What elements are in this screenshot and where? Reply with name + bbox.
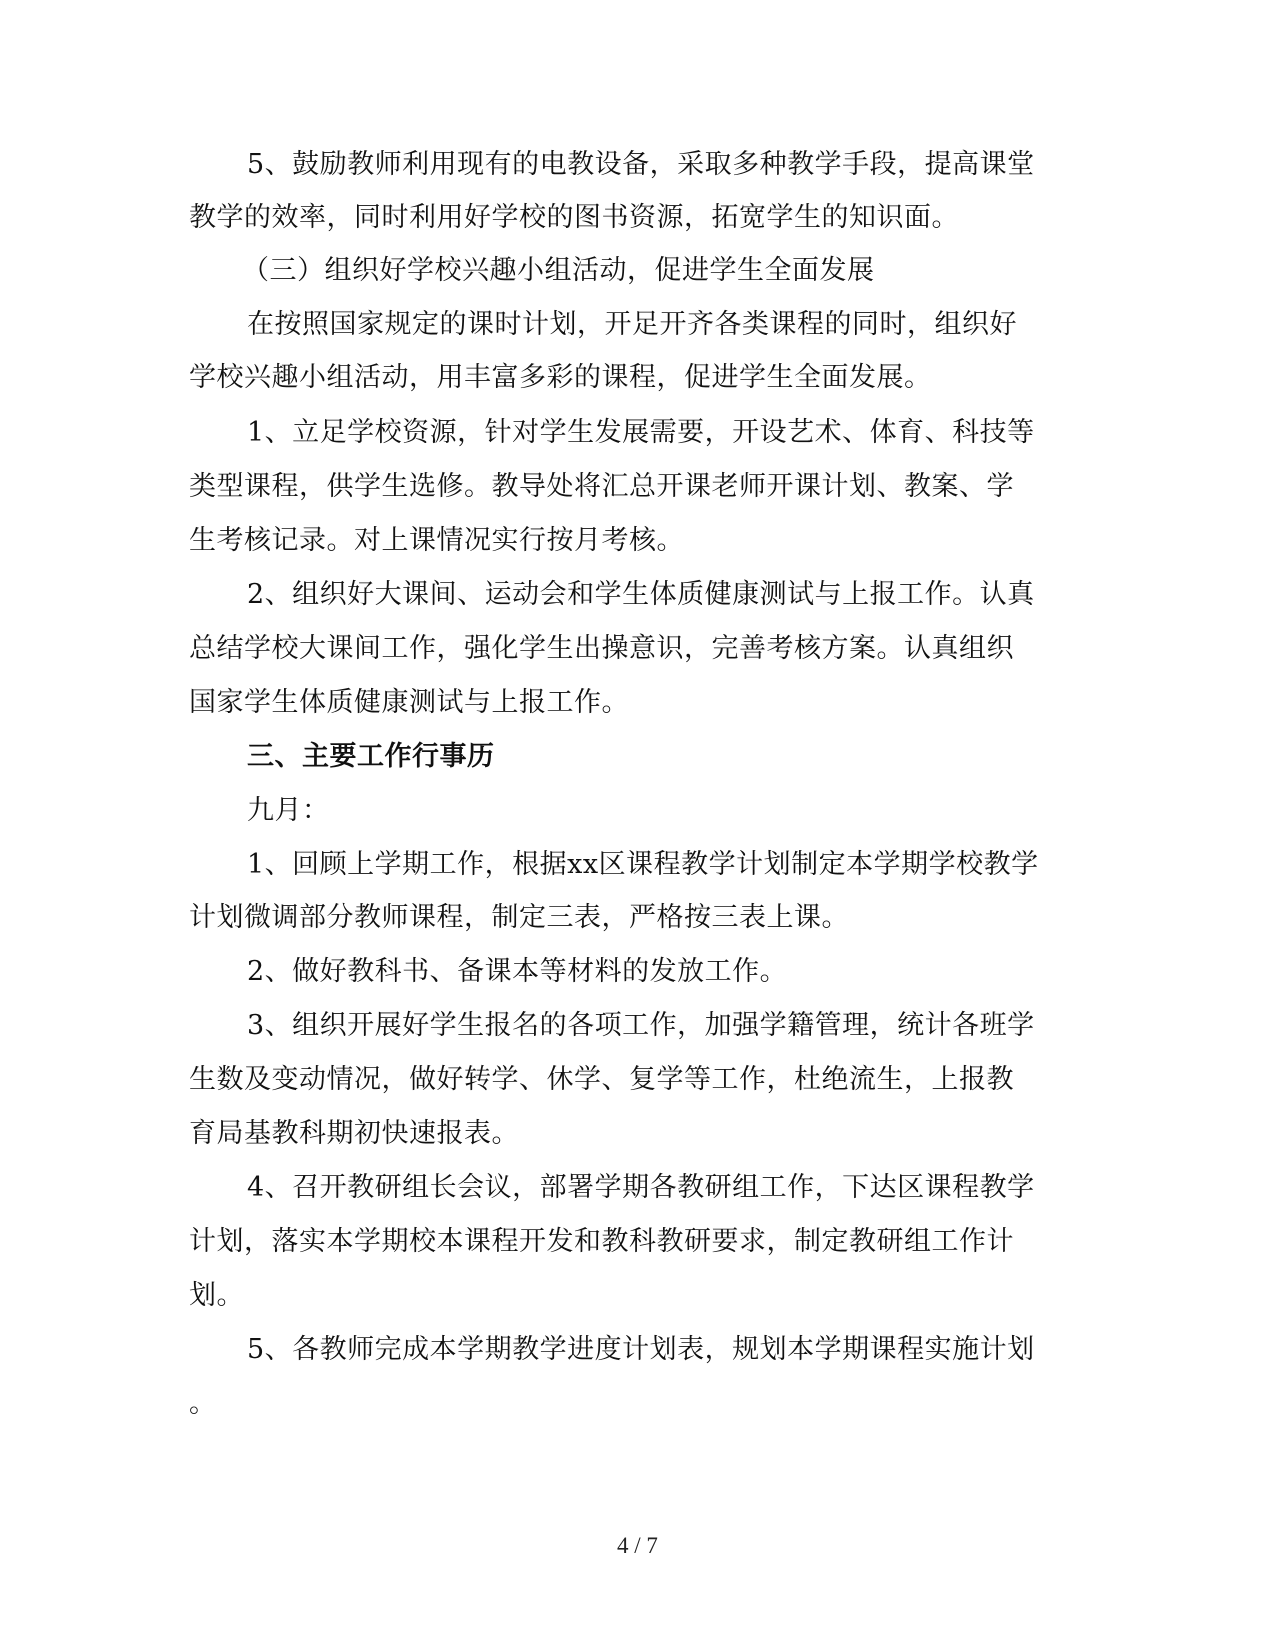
paragraph-line: 育局基教科期初快速报表。	[189, 1118, 519, 1149]
paragraph-line: 2、做好教科书、备课本等材料的发放工作。	[247, 956, 788, 987]
paragraph-line: 教学的效率，同时利用好学校的图书资源，拓宽学生的知识面。	[189, 202, 959, 233]
paragraph-line: 生数及变动情况，做好转学、休学、复学等工作，杜绝流生，上报教	[189, 1064, 1014, 1095]
paragraph-line: 。	[189, 1388, 217, 1419]
paragraph-line: 学校兴趣小组活动，用丰富多彩的课程，促进学生全面发展。	[189, 362, 932, 393]
paragraph-line: 5、鼓励教师利用现有的电教设备，采取多种教学手段，提高课堂	[247, 149, 1035, 180]
paragraph-line: 划。	[189, 1280, 244, 1311]
paragraph-line: 4、召开教研组长会议，部署学期各教研组工作，下达区课程教学	[247, 1172, 1035, 1203]
paragraph-line: 5、各教师完成本学期教学进度计划表，规划本学期课程实施计划	[247, 1334, 1035, 1365]
paragraph-line: 2、组织好大课间、运动会和学生体质健康测试与上报工作。认真	[247, 579, 1035, 610]
subsection-heading: （三）组织好学校兴趣小组活动，促进学生全面发展	[242, 255, 875, 286]
paragraph-line: 计划微调部分教师课程，制定三表，严格按三表上课。	[189, 902, 849, 933]
paragraph-line: 类型课程，供学生选修。教导处将汇总开课老师开课计划、教案、学	[189, 471, 1014, 502]
paragraph-line: 计划，落实本学期校本课程开发和教科教研要求，制定教研组工作计	[189, 1226, 1014, 1257]
paragraph-line: 生考核记录。对上课情况实行按月考核。	[189, 525, 684, 556]
paragraph-line: 3、组织开展好学生报名的各项工作，加强学籍管理，统计各班学	[247, 1010, 1035, 1041]
paragraph-line: 1、回顾上学期工作，根据xx区课程教学计划制定本学期学校教学	[247, 849, 1039, 880]
section-heading: 三、主要工作行事历	[247, 741, 495, 772]
month-label: 九月：	[247, 795, 330, 826]
paragraph-line: 总结学校大课间工作，强化学生出操意识，完善考核方案。认真组织	[189, 633, 1014, 664]
page-number: 4 / 7	[617, 1533, 658, 1558]
paragraph-line: 在按照国家规定的课时计划，开足开齐各类课程的同时，组织好	[247, 309, 1017, 340]
paragraph-line: 1、立足学校资源，针对学生发展需要，开设艺术、体育、科技等	[247, 417, 1035, 448]
paragraph-line: 国家学生体质健康测试与上报工作。	[189, 687, 629, 718]
